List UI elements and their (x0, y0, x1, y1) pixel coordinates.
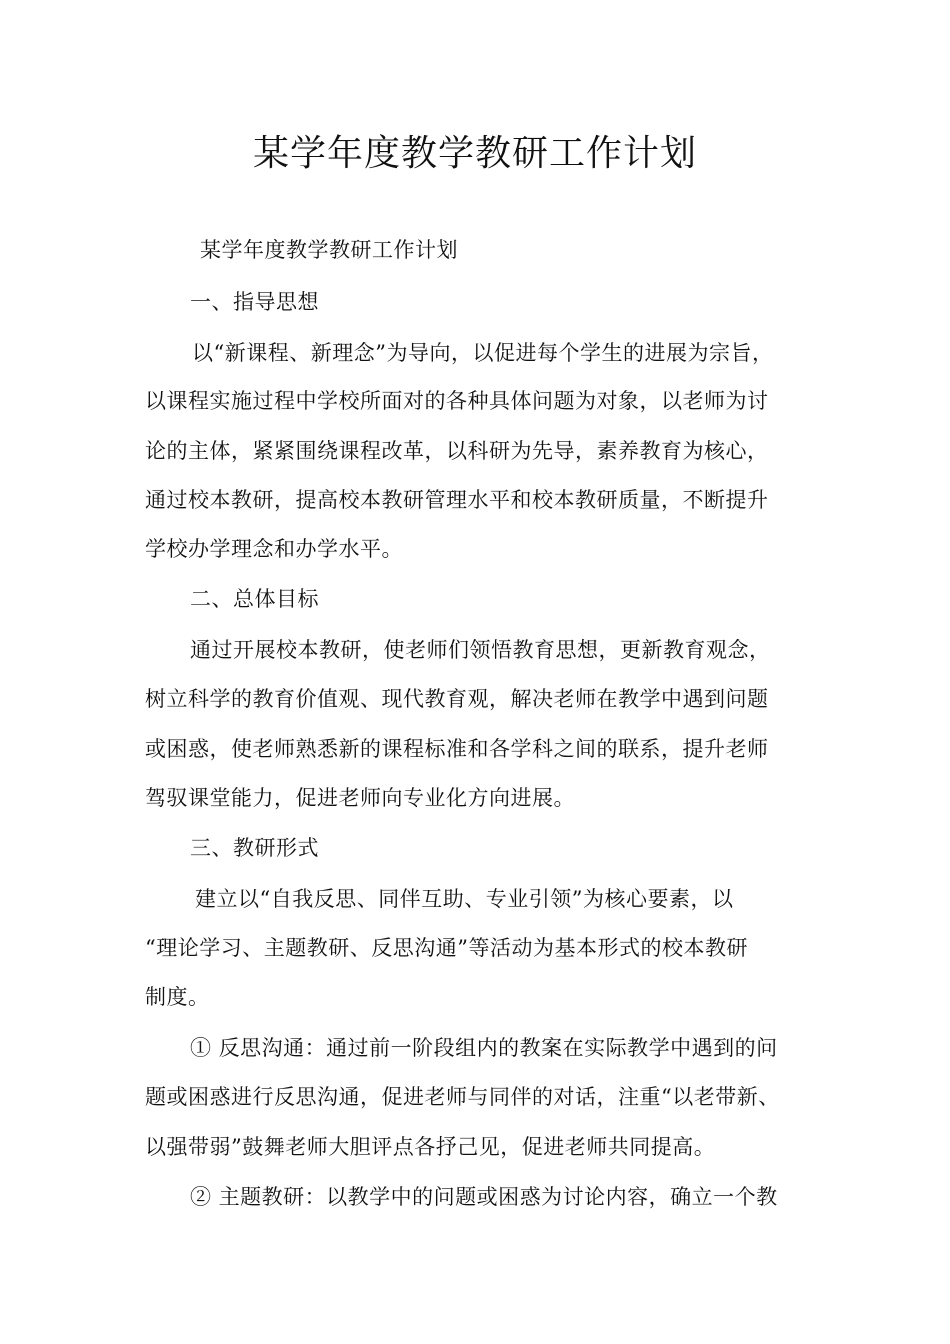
section-heading-3: 三、教研形式 (190, 836, 319, 860)
document-title: 某学年度教学教研工作计划 (252, 133, 697, 174)
paragraph-line: 制度。 (145, 985, 210, 1009)
paragraph-line: “理论学习、主题教研、反思沟通”等活动为基本形式的校本教研 (145, 936, 748, 960)
paragraph-line: 通过开展校本教研，使老师们领悟教育思想，更新教育观念， (190, 638, 771, 662)
list-item-line: 以强带弱”鼓舞老师大胆评点各抒己见，促进老师共同提高。 (145, 1135, 716, 1159)
list-item-line: ② 主题教研：以教学中的问题或困惑为讨论内容，确立一个教 (190, 1185, 778, 1209)
paragraph-line: 论的主体，紧紧围绕课程改革，以科研为先导，素养教育为核心， (145, 439, 769, 463)
paragraph-line: 驾驭课堂能力，促进老师向专业化方向进展。 (145, 786, 575, 810)
paragraph-line: 以课程实施过程中学校所面对的各种具体问题为对象，以老师为讨 (145, 389, 769, 413)
section-heading-2: 二、总体目标 (190, 587, 319, 611)
paragraph-line: 学校办学理念和办学水平。 (145, 537, 403, 561)
paragraph-line: 树立科学的教育价值观、现代教育观，解决老师在教学中遇到问题 (145, 687, 769, 711)
paragraph-line: 建立以“自我反思、同伴互助、专业引领”为核心要素，以 (195, 887, 734, 911)
paragraph-line: 以“新课程、新理念”为导向，以促进每个学生的进展为宗旨， (192, 341, 774, 365)
paragraph-line: 通过校本教研，提高校本教研管理水平和校本教研质量，不断提升 (145, 488, 769, 512)
list-item-line: ① 反思沟通：通过前一阶段组内的教案在实际教学中遇到的问 (190, 1036, 778, 1060)
document-subtitle: 某学年度教学教研工作计划 (200, 238, 458, 262)
paragraph-line: 或困惑，使老师熟悉新的课程标准和各学科之间的联系，提升老师 (145, 737, 769, 761)
section-heading-1: 一、指导思想 (190, 290, 319, 314)
list-item-line: 题或困惑进行反思沟通，促进老师与同伴的对话，注重“以老带新、 (145, 1085, 780, 1109)
